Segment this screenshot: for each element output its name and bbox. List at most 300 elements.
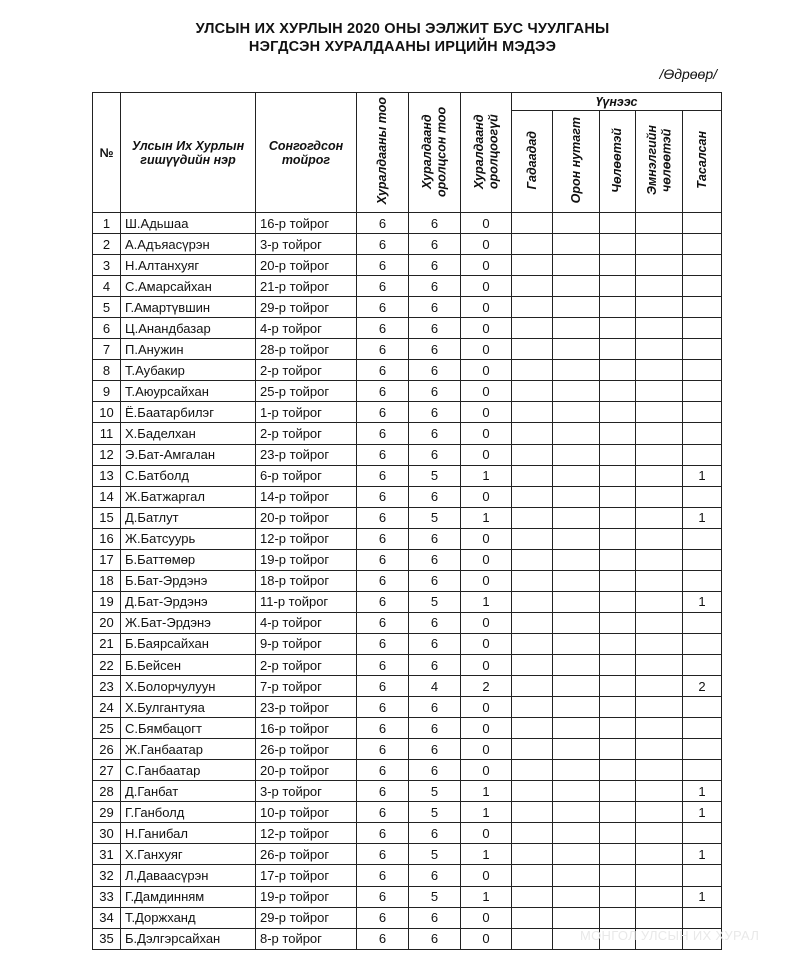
member-name: Ж.Батжаргал bbox=[121, 486, 256, 507]
row-number: 31 bbox=[93, 844, 121, 865]
absent-count: 0 bbox=[461, 486, 512, 507]
attended-count: 6 bbox=[409, 339, 461, 360]
attended-count: 6 bbox=[409, 234, 461, 255]
medical-leave-count bbox=[636, 781, 683, 802]
table-row bbox=[93, 633, 722, 654]
abroad-count bbox=[512, 318, 553, 339]
row-number: 22 bbox=[93, 654, 121, 675]
abroad-count bbox=[512, 549, 553, 570]
abroad-count bbox=[512, 697, 553, 718]
district: 16-р тойрог bbox=[256, 718, 357, 739]
sessions-count: 6 bbox=[357, 465, 409, 486]
excused-count bbox=[600, 276, 636, 297]
unexcused-count bbox=[683, 865, 722, 886]
header-attended: Хуралдаанд оролцсон тоо bbox=[409, 93, 461, 213]
local-count bbox=[553, 570, 600, 591]
row-number: 20 bbox=[93, 612, 121, 633]
local-count bbox=[553, 528, 600, 549]
attended-count: 6 bbox=[409, 423, 461, 444]
medical-leave-count bbox=[636, 718, 683, 739]
abroad-count bbox=[512, 718, 553, 739]
attended-count: 6 bbox=[409, 486, 461, 507]
table-row bbox=[93, 718, 722, 739]
attended-count: 6 bbox=[409, 697, 461, 718]
unexcused-count: 1 bbox=[683, 802, 722, 823]
unexcused-count: 1 bbox=[683, 465, 722, 486]
medical-leave-count bbox=[636, 886, 683, 907]
row-number: 16 bbox=[93, 528, 121, 549]
abroad-count bbox=[512, 297, 553, 318]
medical-leave-count bbox=[636, 255, 683, 276]
sessions-count: 6 bbox=[357, 802, 409, 823]
local-count bbox=[553, 676, 600, 697]
excused-count bbox=[600, 739, 636, 760]
local-count bbox=[553, 486, 600, 507]
sessions-count: 6 bbox=[357, 697, 409, 718]
sessions-count: 6 bbox=[357, 234, 409, 255]
unexcused-count bbox=[683, 528, 722, 549]
member-name: Н.Ганибал bbox=[121, 823, 256, 844]
abroad-count bbox=[512, 591, 553, 612]
local-count bbox=[553, 360, 600, 381]
local-count bbox=[553, 402, 600, 423]
row-number: 29 bbox=[93, 802, 121, 823]
sessions-count: 6 bbox=[357, 360, 409, 381]
abroad-count bbox=[512, 465, 553, 486]
sessions-count: 6 bbox=[357, 402, 409, 423]
member-name: Д.Бат-Эрдэнэ bbox=[121, 591, 256, 612]
unexcused-count bbox=[683, 739, 722, 760]
row-number: 34 bbox=[93, 907, 121, 928]
sessions-count: 6 bbox=[357, 318, 409, 339]
member-name: Х.Булгантуяа bbox=[121, 697, 256, 718]
excused-count bbox=[600, 549, 636, 570]
abroad-count bbox=[512, 676, 553, 697]
document-title-line2: НЭГДСЭН ХУРАЛДААНЫ ИРЦИЙН МЭДЭЭ bbox=[248, 39, 557, 55]
attended-count: 6 bbox=[409, 612, 461, 633]
excused-count bbox=[600, 718, 636, 739]
local-count bbox=[553, 591, 600, 612]
member-name: С.Ганбаатар bbox=[121, 760, 256, 781]
district: 4-р тойрог bbox=[256, 612, 357, 633]
row-number: 35 bbox=[93, 928, 121, 949]
row-number: 8 bbox=[93, 360, 121, 381]
abroad-count bbox=[512, 360, 553, 381]
attended-count: 6 bbox=[409, 739, 461, 760]
sessions-count: 6 bbox=[357, 739, 409, 760]
local-count bbox=[553, 213, 600, 234]
medical-leave-count bbox=[636, 865, 683, 886]
local-count bbox=[553, 339, 600, 360]
unexcused-count bbox=[683, 423, 722, 444]
sessions-count: 6 bbox=[357, 276, 409, 297]
header-member-name: Улсын Их Хурлын гишүүдийн нэр bbox=[121, 93, 256, 213]
attended-count: 6 bbox=[409, 928, 461, 949]
absent-count: 0 bbox=[461, 907, 512, 928]
medical-leave-count bbox=[636, 381, 683, 402]
local-count bbox=[553, 507, 600, 528]
member-name: С.Амарсайхан bbox=[121, 276, 256, 297]
member-name: Г.Дамдинням bbox=[121, 886, 256, 907]
local-count bbox=[553, 255, 600, 276]
attended-count: 6 bbox=[409, 570, 461, 591]
row-number: 3 bbox=[93, 255, 121, 276]
medical-leave-count bbox=[636, 549, 683, 570]
excused-count bbox=[600, 823, 636, 844]
sessions-count: 6 bbox=[357, 886, 409, 907]
header-reasons: Үүнээс bbox=[512, 93, 722, 111]
absent-count: 0 bbox=[461, 549, 512, 570]
sessions-count: 6 bbox=[357, 928, 409, 949]
member-name: Ё.Баатарбилэг bbox=[121, 402, 256, 423]
medical-leave-count bbox=[636, 423, 683, 444]
member-name: Х.Баделхан bbox=[121, 423, 256, 444]
excused-count bbox=[600, 486, 636, 507]
district: 9-р тойрог bbox=[256, 633, 357, 654]
row-number: 7 bbox=[93, 339, 121, 360]
local-count bbox=[553, 886, 600, 907]
abroad-count bbox=[512, 781, 553, 802]
abroad-count bbox=[512, 444, 553, 465]
absent-count: 0 bbox=[461, 823, 512, 844]
medical-leave-count bbox=[636, 213, 683, 234]
member-name: Ж.Ганбаатар bbox=[121, 739, 256, 760]
excused-count bbox=[600, 360, 636, 381]
local-count bbox=[553, 549, 600, 570]
unexcused-count: 1 bbox=[683, 591, 722, 612]
excused-count bbox=[600, 697, 636, 718]
member-name: Э.Бат-Амгалан bbox=[121, 444, 256, 465]
table-row bbox=[93, 423, 722, 444]
unexcused-count bbox=[683, 255, 722, 276]
abroad-count bbox=[512, 886, 553, 907]
absent-count: 0 bbox=[461, 381, 512, 402]
row-number: 1 bbox=[93, 213, 121, 234]
abroad-count bbox=[512, 928, 553, 949]
absent-count: 0 bbox=[461, 360, 512, 381]
attended-count: 6 bbox=[409, 297, 461, 318]
abroad-count bbox=[512, 234, 553, 255]
attended-count: 6 bbox=[409, 255, 461, 276]
absent-count: 1 bbox=[461, 507, 512, 528]
attended-count: 5 bbox=[409, 886, 461, 907]
header-absent: Хуралдаанд оролцоогүй bbox=[461, 93, 512, 213]
medical-leave-count bbox=[636, 318, 683, 339]
unexcused-count bbox=[683, 339, 722, 360]
absent-count: 0 bbox=[461, 760, 512, 781]
table-row bbox=[93, 444, 722, 465]
row-number: 19 bbox=[93, 591, 121, 612]
attended-count: 5 bbox=[409, 844, 461, 865]
sessions-count: 6 bbox=[357, 339, 409, 360]
excused-count bbox=[600, 213, 636, 234]
attended-count: 6 bbox=[409, 213, 461, 234]
excused-count bbox=[600, 907, 636, 928]
district: 23-р тойрог bbox=[256, 697, 357, 718]
row-number: 33 bbox=[93, 886, 121, 907]
excused-count bbox=[600, 528, 636, 549]
abroad-count bbox=[512, 486, 553, 507]
district: 4-р тойрог bbox=[256, 318, 357, 339]
member-name: Л.Даваасүрэн bbox=[121, 865, 256, 886]
table-row bbox=[93, 802, 722, 823]
sessions-count: 6 bbox=[357, 591, 409, 612]
local-count bbox=[553, 697, 600, 718]
absent-count: 0 bbox=[461, 423, 512, 444]
row-number: 2 bbox=[93, 234, 121, 255]
excused-count bbox=[600, 760, 636, 781]
district: 26-р тойрог bbox=[256, 844, 357, 865]
sessions-count: 6 bbox=[357, 612, 409, 633]
absent-count: 0 bbox=[461, 444, 512, 465]
table-row bbox=[93, 676, 722, 697]
sessions-count: 6 bbox=[357, 633, 409, 654]
unexcused-count bbox=[683, 234, 722, 255]
excused-count bbox=[600, 676, 636, 697]
absent-count: 0 bbox=[461, 718, 512, 739]
excused-count bbox=[600, 402, 636, 423]
table-row bbox=[93, 844, 722, 865]
abroad-count bbox=[512, 844, 553, 865]
row-number: 12 bbox=[93, 444, 121, 465]
table-row bbox=[93, 907, 722, 928]
header-number: № bbox=[93, 93, 121, 213]
abroad-count bbox=[512, 381, 553, 402]
attended-count: 5 bbox=[409, 591, 461, 612]
medical-leave-count bbox=[636, 591, 683, 612]
row-number: 23 bbox=[93, 676, 121, 697]
district: 14-р тойрог bbox=[256, 486, 357, 507]
row-number: 4 bbox=[93, 276, 121, 297]
absent-count: 0 bbox=[461, 865, 512, 886]
medical-leave-count bbox=[636, 654, 683, 675]
table-row bbox=[93, 697, 722, 718]
table-row bbox=[93, 781, 722, 802]
unexcused-count: 1 bbox=[683, 844, 722, 865]
sessions-count: 6 bbox=[357, 676, 409, 697]
local-count bbox=[553, 234, 600, 255]
attendance-table bbox=[92, 92, 722, 950]
table-row bbox=[93, 381, 722, 402]
local-count bbox=[553, 781, 600, 802]
medical-leave-count bbox=[636, 739, 683, 760]
excused-count bbox=[600, 612, 636, 633]
attended-count: 6 bbox=[409, 318, 461, 339]
table-row bbox=[93, 402, 722, 423]
row-number: 5 bbox=[93, 297, 121, 318]
abroad-count bbox=[512, 633, 553, 654]
table-row bbox=[93, 486, 722, 507]
medical-leave-count bbox=[636, 612, 683, 633]
district: 2-р тойрог bbox=[256, 360, 357, 381]
row-number: 11 bbox=[93, 423, 121, 444]
unexcused-count bbox=[683, 444, 722, 465]
attended-count: 6 bbox=[409, 549, 461, 570]
watermark: МОНГОЛ УЛСЫН ИХ ХУРАЛ bbox=[580, 928, 760, 943]
absent-count: 0 bbox=[461, 234, 512, 255]
unexcused-count: 1 bbox=[683, 781, 722, 802]
row-number: 18 bbox=[93, 570, 121, 591]
medical-leave-count bbox=[636, 528, 683, 549]
sessions-count: 6 bbox=[357, 823, 409, 844]
abroad-count bbox=[512, 865, 553, 886]
sessions-count: 6 bbox=[357, 718, 409, 739]
sessions-count: 6 bbox=[357, 423, 409, 444]
unexcused-count bbox=[683, 318, 722, 339]
district: 19-р тойрог bbox=[256, 549, 357, 570]
attended-count: 6 bbox=[409, 633, 461, 654]
attendance-rows bbox=[93, 213, 722, 950]
medical-leave-count bbox=[636, 339, 683, 360]
sessions-count: 6 bbox=[357, 781, 409, 802]
excused-count bbox=[600, 802, 636, 823]
district: 23-р тойрог bbox=[256, 444, 357, 465]
table-row bbox=[93, 591, 722, 612]
header-medical-leave: Эмнэлгийн чөлөөтэй bbox=[636, 111, 683, 213]
local-count bbox=[553, 823, 600, 844]
sessions-count: 6 bbox=[357, 549, 409, 570]
attended-count: 6 bbox=[409, 444, 461, 465]
table-row bbox=[93, 654, 722, 675]
excused-count bbox=[600, 318, 636, 339]
district: 28-р тойрог bbox=[256, 339, 357, 360]
table-row bbox=[93, 234, 722, 255]
table-row bbox=[93, 823, 722, 844]
sessions-count: 6 bbox=[357, 528, 409, 549]
excused-count bbox=[600, 423, 636, 444]
district: 18-р тойрог bbox=[256, 570, 357, 591]
medical-leave-count bbox=[636, 633, 683, 654]
absent-count: 1 bbox=[461, 465, 512, 486]
medical-leave-count bbox=[636, 907, 683, 928]
member-name: Т.Доржханд bbox=[121, 907, 256, 928]
row-number: 9 bbox=[93, 381, 121, 402]
excused-count bbox=[600, 654, 636, 675]
abroad-count bbox=[512, 612, 553, 633]
abroad-count bbox=[512, 907, 553, 928]
unexcused-count bbox=[683, 760, 722, 781]
member-name: Т.Аюурсайхан bbox=[121, 381, 256, 402]
absent-count: 0 bbox=[461, 297, 512, 318]
absent-count: 0 bbox=[461, 339, 512, 360]
member-name: Д.Ганбат bbox=[121, 781, 256, 802]
table-row bbox=[93, 339, 722, 360]
member-name: Г.Амартүвшин bbox=[121, 297, 256, 318]
district: 26-р тойрог bbox=[256, 739, 357, 760]
absent-count: 1 bbox=[461, 886, 512, 907]
member-name: С.Батболд bbox=[121, 465, 256, 486]
district: 19-р тойрог bbox=[256, 886, 357, 907]
absent-count: 0 bbox=[461, 612, 512, 633]
attended-count: 6 bbox=[409, 360, 461, 381]
unexcused-count bbox=[683, 549, 722, 570]
unexcused-count bbox=[683, 907, 722, 928]
local-count bbox=[553, 318, 600, 339]
absent-count: 2 bbox=[461, 676, 512, 697]
sessions-count: 6 bbox=[357, 907, 409, 928]
unexcused-count bbox=[683, 381, 722, 402]
sessions-count: 6 bbox=[357, 570, 409, 591]
attended-count: 6 bbox=[409, 907, 461, 928]
unexcused-count bbox=[683, 276, 722, 297]
table-row bbox=[93, 297, 722, 318]
attended-count: 6 bbox=[409, 823, 461, 844]
excused-count bbox=[600, 444, 636, 465]
sessions-count: 6 bbox=[357, 486, 409, 507]
abroad-count bbox=[512, 423, 553, 444]
absent-count: 1 bbox=[461, 781, 512, 802]
row-number: 26 bbox=[93, 739, 121, 760]
member-name: П.Анужин bbox=[121, 339, 256, 360]
sessions-count: 6 bbox=[357, 760, 409, 781]
member-name: А.Адъяасүрэн bbox=[121, 234, 256, 255]
absent-count: 0 bbox=[461, 213, 512, 234]
attended-count: 5 bbox=[409, 781, 461, 802]
district: 7-р тойрог bbox=[256, 676, 357, 697]
table-row bbox=[93, 612, 722, 633]
excused-count bbox=[600, 507, 636, 528]
local-count bbox=[553, 654, 600, 675]
abroad-count bbox=[512, 402, 553, 423]
row-number: 32 bbox=[93, 865, 121, 886]
absent-count: 1 bbox=[461, 802, 512, 823]
abroad-count bbox=[512, 255, 553, 276]
member-name: Ш.Адьшаа bbox=[121, 213, 256, 234]
local-count bbox=[553, 276, 600, 297]
local-count bbox=[553, 444, 600, 465]
abroad-count bbox=[512, 339, 553, 360]
attended-count: 5 bbox=[409, 507, 461, 528]
unexcused-count bbox=[683, 718, 722, 739]
absent-count: 0 bbox=[461, 739, 512, 760]
table-row bbox=[93, 507, 722, 528]
district: 12-р тойрог bbox=[256, 823, 357, 844]
member-name: Б.Дэлгэрсайхан bbox=[121, 928, 256, 949]
district: 29-р тойрог bbox=[256, 907, 357, 928]
local-count bbox=[553, 612, 600, 633]
sessions-count: 6 bbox=[357, 507, 409, 528]
table-row bbox=[93, 760, 722, 781]
district: 10-р тойрог bbox=[256, 802, 357, 823]
row-number: 14 bbox=[93, 486, 121, 507]
table-row bbox=[93, 570, 722, 591]
table-row bbox=[93, 865, 722, 886]
excused-count bbox=[600, 844, 636, 865]
row-number: 13 bbox=[93, 465, 121, 486]
local-count bbox=[553, 718, 600, 739]
medical-leave-count bbox=[636, 697, 683, 718]
row-number: 10 bbox=[93, 402, 121, 423]
row-number: 24 bbox=[93, 697, 121, 718]
row-number: 25 bbox=[93, 718, 121, 739]
excused-count bbox=[600, 255, 636, 276]
district: 2-р тойрог bbox=[256, 423, 357, 444]
medical-leave-count bbox=[636, 234, 683, 255]
absent-count: 0 bbox=[461, 255, 512, 276]
row-number: 27 bbox=[93, 760, 121, 781]
unexcused-count bbox=[683, 402, 722, 423]
medical-leave-count bbox=[636, 570, 683, 591]
district: 21-р тойрог bbox=[256, 276, 357, 297]
absent-count: 0 bbox=[461, 402, 512, 423]
sessions-count: 6 bbox=[357, 444, 409, 465]
attended-count: 5 bbox=[409, 465, 461, 486]
unexcused-count bbox=[683, 213, 722, 234]
unexcused-count: 2 bbox=[683, 676, 722, 697]
attended-count: 6 bbox=[409, 865, 461, 886]
absent-count: 0 bbox=[461, 528, 512, 549]
header-sessions: Хуралдааны тоо bbox=[357, 93, 409, 213]
